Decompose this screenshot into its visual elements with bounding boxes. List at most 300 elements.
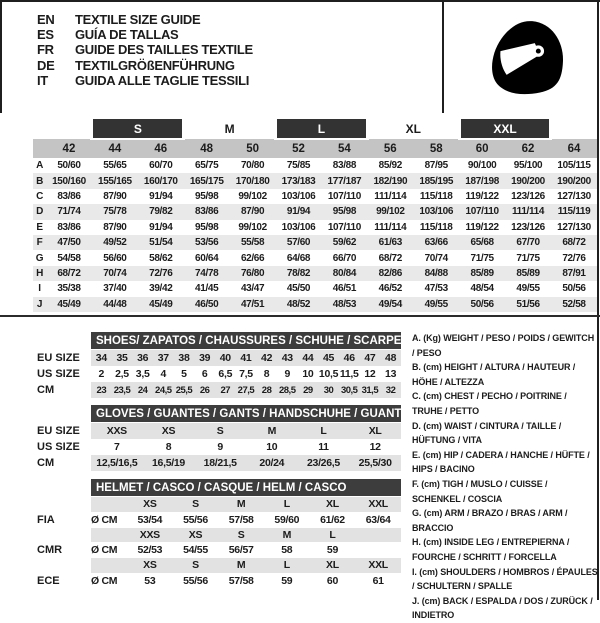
size-value-cell: 72/76 (562, 252, 586, 264)
size-value-cell: 99/102 (238, 190, 267, 202)
helmet-sizes-row (33, 497, 401, 512)
size-value-cell: 182/190 (367, 173, 413, 188)
size-value-cell: 71/75 (516, 252, 540, 264)
shoes-value-cell: 35 (112, 350, 133, 367)
size-value-cell: 91/94 (149, 190, 173, 202)
shoes-row (33, 350, 401, 367)
size-value-cell: 49/55 (516, 283, 540, 295)
legend-item: C. (cm) CHEST / PECHO / POITRINE / TRUHE / PETTO (412, 391, 567, 416)
legend-item: J. (cm) BACK / ESPALDA / DOS / ZURÜCK / INDIETRO (412, 595, 593, 621)
helmet-sizes-row (33, 558, 401, 573)
size-value-cell: 49/54 (367, 297, 413, 312)
shoes-value-cell: 10,5 (318, 368, 339, 380)
helmet-value-cell: 54/55 (183, 544, 208, 556)
size-value-cell: 119/122 (465, 221, 499, 233)
size-value-cell: 53/56 (184, 235, 230, 250)
size-value-cell: 119/122 (465, 190, 499, 202)
shoes-value-cell: 24 (132, 382, 153, 398)
shoes-value-cell: 2,5 (115, 368, 129, 380)
shoes-value-cell: 27,5 (236, 382, 257, 398)
measurement-row (33, 204, 597, 219)
size-value-cell: 68/72 (378, 252, 402, 264)
size-number-cell: 64 (551, 139, 597, 158)
size-value-cell: 155/165 (92, 173, 138, 188)
size-value-cell: 91/94 (276, 204, 322, 219)
size-value-cell: 35/38 (57, 283, 81, 295)
legend-item: F. (cm) TIGH / MUSLO / CUISSE / SCHENKEL / COSCIA (412, 478, 548, 504)
helmet-size-cell: M (218, 558, 264, 573)
size-value-cell: 68/72 (551, 235, 597, 250)
shoes-value-cell: 43 (277, 350, 298, 367)
helmet-value-cell: 61 (372, 574, 384, 587)
size-value-cell: 127/130 (557, 221, 591, 233)
language-row (37, 58, 253, 73)
size-value-cell: 70/80 (240, 160, 265, 172)
size-number-cell: 48 (184, 139, 230, 158)
size-group-l: L (276, 119, 368, 139)
size-value-cell: 78/82 (276, 266, 322, 281)
language-code: IT (37, 72, 48, 88)
gloves-title: GLOVES / GUANTES / GANTS / HANDSCHUHE / GUANTI (91, 405, 401, 423)
header-cell-divider-line (442, 0, 444, 113)
helmet-size-cell: M (264, 528, 310, 543)
helmet-size-cell: L (264, 558, 310, 573)
shoes-value-cell: 4 (160, 368, 167, 380)
row-letter: I (38, 283, 41, 295)
gloves-value-cell: 25,5/30 (349, 455, 401, 471)
helmet-size-cell: M (218, 497, 264, 512)
size-group-spacer (33, 119, 92, 139)
helmet-value-cell: 59 (281, 574, 293, 587)
helmet-size-cell: XL (310, 558, 356, 573)
helmet-unit-label: Ø CM (91, 544, 118, 556)
shoes-value-cell: 9 (284, 368, 290, 380)
helmet-value-cell: 56/57 (228, 544, 254, 556)
measurement-row (33, 250, 597, 265)
size-value-cell: 187/198 (459, 173, 505, 188)
size-value-cell: 87/90 (103, 221, 127, 233)
top-border-line (0, 0, 600, 2)
row-letter: F (33, 235, 46, 250)
size-value-cell: 68/72 (46, 266, 92, 281)
size-value-cell: 79/82 (138, 204, 184, 219)
size-group-m: M (184, 119, 276, 139)
size-value-cell: 115/118 (419, 221, 453, 233)
shoes-value-cell: 3,5 (135, 368, 150, 380)
size-value-cell: 48/54 (470, 283, 494, 295)
shoes-value-cell: 36 (132, 350, 153, 367)
size-number-corner (33, 139, 46, 158)
shoes-value-cell: 6,5 (218, 368, 233, 380)
gloves-value-cell: 20/24 (246, 455, 298, 471)
shoes-row-label: CM (37, 384, 55, 396)
gloves-row (33, 439, 401, 455)
helmet-standard-label: FIA (37, 513, 55, 526)
size-value-cell: 48/53 (321, 297, 367, 312)
shoes-value-cell: 8 (263, 368, 270, 380)
helmet-standard-row (33, 512, 401, 528)
size-value-cell: 185/195 (413, 173, 459, 188)
helmet-standard-row (33, 542, 401, 558)
helmet-size-cell: L (264, 497, 310, 512)
size-value-cell: 99/102 (367, 204, 413, 219)
size-group-s: S (92, 119, 184, 139)
gloves-row (33, 423, 401, 440)
shoes-value-cell: 32 (380, 382, 401, 398)
legend-item: H. (cm) INSIDE LEG / ENTREPIERNA / FOURCHE / SCHRITT / FORCELLA (412, 537, 570, 562)
section-divider-line (0, 315, 600, 317)
size-value-cell: 165/175 (184, 173, 230, 188)
helmet-standard-row (33, 573, 401, 589)
size-value-cell: 84/88 (413, 266, 459, 281)
helmet-value-cell: 61/62 (320, 513, 345, 526)
shoes-title-spacer (33, 332, 91, 350)
gloves-value-cell: 9 (217, 441, 223, 453)
helmet-sizes-row (33, 528, 401, 543)
size-value-cell: 46/51 (332, 283, 357, 295)
language-row (37, 42, 253, 57)
helmet-value-cell: 55/56 (183, 513, 208, 526)
size-value-cell: 177/187 (321, 173, 367, 188)
size-value-cell: 123/126 (511, 221, 545, 233)
row-letter: H (33, 266, 46, 281)
helmet-icon (482, 12, 570, 106)
helmet-value-cell: 52/53 (137, 544, 163, 556)
size-value-cell: 44/48 (92, 297, 138, 312)
size-value-cell: 107/110 (459, 204, 505, 219)
helmet-size-cell (355, 528, 401, 543)
shoes-value-cell: 25,5 (174, 382, 195, 398)
gloves-value-cell: 11 (318, 441, 329, 453)
row-letter: G (35, 252, 44, 264)
size-value-cell: 80/84 (321, 266, 367, 281)
size-value-cell: 45/49 (46, 297, 92, 312)
shoes-value-cell: 13 (385, 368, 397, 380)
size-group-xxl: XXL (459, 119, 551, 139)
size-value-cell: 115/119 (551, 204, 597, 219)
gloves-value-cell: 18/21,5 (194, 455, 246, 471)
size-number-cell: 42 (46, 139, 92, 158)
gloves-row-label: CM (37, 457, 55, 469)
language-title: TEXTILGRÖßENFÜHRUNG (75, 57, 235, 73)
shoes-value-cell: 5 (181, 368, 187, 380)
size-value-cell: 60/64 (195, 252, 219, 264)
size-value-cell: 56/60 (103, 252, 127, 264)
size-value-cell: 87/91 (551, 266, 597, 281)
gloves-value-cell: L (298, 423, 350, 440)
size-value-cell: 65/75 (195, 160, 219, 172)
row-letter: B (33, 173, 46, 188)
helmet-size-cell: L (310, 528, 356, 543)
size-value-cell: 48/52 (276, 297, 322, 312)
size-value-cell: 51/56 (505, 297, 551, 312)
gloves-value-cell: XL (349, 423, 401, 440)
legend-item: B. (cm) HEIGHT / ALTURA / HAUTEUR / HÖHE / ALTEZZA (412, 362, 576, 387)
size-value-cell: 50/60 (57, 160, 81, 172)
size-value-cell: 91/94 (149, 221, 173, 233)
helmet-title-spacer (33, 479, 91, 497)
size-value-cell: 115/118 (419, 190, 453, 202)
shoes-value-cell: 12 (364, 368, 376, 380)
measurement-row (33, 266, 597, 281)
shoes-value-cell: 34 (91, 350, 112, 367)
measurement-row (33, 297, 597, 312)
size-value-cell: 55/65 (103, 160, 127, 172)
shoes-size-table (33, 332, 401, 398)
helmet-value-cell: 55/56 (183, 574, 208, 587)
measurement-legend (412, 331, 598, 623)
helmet-value-cell (355, 542, 401, 558)
size-value-cell: 85/89 (459, 266, 505, 281)
size-value-cell: 111/114 (505, 204, 551, 219)
size-value-cell: 51/54 (138, 235, 184, 250)
size-value-cell: 37/40 (103, 283, 127, 295)
helmet-size-cell: S (218, 528, 264, 543)
size-value-cell: 41/45 (195, 283, 219, 295)
size-value-cell: 39/42 (149, 283, 173, 295)
size-value-cell: 58/62 (149, 252, 173, 264)
helmet-size-cell: XS (173, 528, 219, 543)
size-value-cell: 50/56 (562, 283, 586, 295)
size-value-cell: 49/52 (92, 235, 138, 250)
size-value-cell: 105/115 (557, 160, 591, 172)
shoes-row-label: US SIZE (37, 368, 80, 380)
helmet-size-cell: XL (310, 497, 356, 512)
helmet-sizes-spacer (33, 528, 91, 543)
gloves-size-table (33, 405, 405, 471)
shoes-row (33, 366, 401, 382)
size-value-cell: 61/63 (367, 235, 413, 250)
size-value-cell: 103/106 (413, 204, 459, 219)
size-value-cell: 46/52 (378, 283, 402, 295)
size-number-cell: 44 (92, 139, 138, 158)
size-value-cell: 70/74 (424, 252, 448, 264)
helmet-size-cell: S (173, 558, 219, 573)
helmet-value-cell: 60 (326, 574, 338, 587)
size-value-cell: 50/56 (459, 297, 505, 312)
size-number-cell: 56 (367, 139, 413, 158)
legend-item: I. (cm) SHOULDERS / HOMBROS / ÉPAULES / SCHULTERN / SPALLE (412, 566, 598, 592)
size-value-cell: 74/78 (184, 266, 230, 281)
size-value-cell: 66/70 (332, 252, 357, 264)
shoes-value-cell: 30,5 (339, 382, 360, 398)
size-value-cell: 47/51 (230, 297, 276, 312)
size-value-cell: 47/53 (424, 283, 448, 295)
shoes-value-cell: 46 (339, 350, 360, 367)
shoes-value-cell: 29 (298, 382, 319, 398)
size-value-cell: 83/86 (57, 221, 81, 233)
measurement-row (33, 235, 597, 250)
size-value-cell: 83/86 (184, 204, 230, 219)
size-value-cell: 170/180 (230, 173, 276, 188)
language-title: GUIDE DES TAILLES TEXTILE (75, 42, 253, 58)
helmet-size-table (33, 479, 401, 589)
shoes-value-cell: 6 (201, 368, 208, 380)
shoes-value-cell: 11,5 (339, 368, 359, 380)
shoes-value-cell: 41 (236, 350, 257, 367)
gloves-value-cell: S (194, 423, 246, 440)
size-value-cell: 90/100 (467, 160, 497, 172)
gloves-value-cell: 10 (266, 441, 278, 453)
size-number-cell: 50 (230, 139, 276, 158)
size-value-cell: 99/102 (238, 221, 267, 233)
shoes-value-cell: 39 (194, 350, 215, 367)
gloves-title-row (33, 405, 401, 423)
legend-item: G. (cm) ARM / BRAZO / BRAS / ARM / BRACCIO (412, 508, 568, 533)
gloves-value-cell: 7 (114, 441, 120, 453)
size-value-cell: 72/76 (138, 266, 184, 281)
language-title-list (37, 12, 253, 88)
size-group-spacer (551, 119, 597, 139)
helmet-sizes-unit-spacer (91, 497, 127, 512)
shoes-title: SHOES/ ZAPATOS / CHAUSSURES / SCHUHE / SCARPE (91, 332, 401, 350)
size-value-cell: 127/130 (557, 190, 591, 202)
size-value-cell: 95/98 (195, 221, 219, 233)
size-value-cell: 67/70 (505, 235, 551, 250)
helmet-sizes-spacer (33, 497, 91, 512)
language-code: FR (37, 42, 54, 58)
shoes-value-cell: 23 (91, 382, 112, 398)
size-value-cell: 75/78 (92, 204, 138, 219)
gloves-value-cell: M (246, 423, 298, 440)
shoes-row (33, 382, 401, 398)
size-value-cell: 57/60 (276, 235, 322, 250)
row-letter: A (36, 160, 43, 172)
helmet-sizes-unit-spacer (91, 528, 127, 543)
shoes-value-cell: 24,5 (153, 382, 174, 398)
shoes-value-cell: 38 (174, 350, 195, 367)
shoes-value-cell: 2 (98, 368, 105, 380)
helmet-unit-label: Ø CM (91, 574, 118, 587)
shoes-value-cell: 37 (153, 350, 174, 367)
gloves-value-cell: 16,5/19 (143, 455, 195, 471)
shoes-value-cell: 27 (215, 382, 236, 398)
size-value-cell: 59/62 (321, 235, 367, 250)
shoes-value-cell: 47 (360, 350, 381, 367)
size-value-cell: 85/92 (378, 160, 402, 172)
size-value-cell: 52/58 (551, 297, 597, 312)
helmet-value-cell: 59 (326, 544, 338, 556)
size-value-cell: 54/58 (57, 252, 81, 264)
helmet-size-cell: S (173, 497, 219, 512)
size-value-cell: 70/74 (92, 266, 138, 281)
size-value-cell: 87/95 (424, 160, 448, 172)
size-value-cell: 123/126 (511, 190, 545, 202)
language-code: DE (37, 57, 55, 73)
measurement-row (33, 173, 597, 188)
size-value-cell: 65/68 (459, 235, 505, 250)
helmet-value-cell: 59/60 (274, 513, 300, 526)
size-value-cell: 76/80 (230, 266, 276, 281)
size-value-cell: 85/89 (505, 266, 551, 281)
helmet-size-cell: XXL (355, 497, 401, 512)
helmet-sizes-spacer (33, 558, 91, 573)
size-value-cell: 190/200 (551, 173, 597, 188)
helmet-value-cell: 53 (144, 574, 156, 587)
size-number-row (33, 139, 597, 158)
size-number-cell: 52 (276, 139, 322, 158)
helmet-size-cell: XXS (127, 528, 173, 543)
legend-item: E. (cm) HIP / CADERA / HANCHE / HÜFTE / HIPS / BACINO (412, 449, 590, 475)
size-value-cell: 103/106 (281, 221, 316, 233)
size-value-cell: 83/88 (332, 160, 357, 172)
gloves-value-cell: 12,5/16,5 (91, 455, 143, 471)
helmet-standard-label: ECE (37, 574, 60, 587)
shoes-value-cell: 26 (194, 382, 215, 398)
size-group-xl: XL (367, 119, 459, 139)
size-value-cell: 45/49 (138, 297, 184, 312)
helmet-value-cell: 63/64 (365, 513, 391, 526)
size-value-cell: 46/50 (184, 297, 230, 312)
gloves-value-cell: 8 (165, 441, 172, 453)
measurement-row (33, 220, 597, 235)
shoes-value-cell: 7,5 (239, 368, 253, 380)
size-value-cell: 45/50 (286, 283, 311, 295)
size-value-cell: 82/86 (367, 266, 413, 281)
helmet-size-cell: XS (127, 497, 173, 512)
shoes-value-cell: 30 (318, 382, 339, 398)
gloves-row-label: US SIZE (37, 441, 80, 453)
shoes-row-label: EU SIZE (37, 351, 80, 364)
gloves-title-spacer (33, 405, 91, 423)
size-value-cell: 87/90 (230, 204, 276, 219)
helmet-title-row (33, 479, 401, 497)
size-value-cell: 71/74 (46, 204, 92, 219)
measurement-row (33, 158, 597, 173)
shoes-value-cell: 28 (256, 382, 277, 398)
helmet-standard-label: CMR (37, 544, 63, 556)
size-group-row (33, 119, 597, 139)
measurement-row (33, 189, 597, 204)
legend-item: A. (Kg) WEIGHT / PESO / POIDS / GEWITCH / PESO (412, 333, 595, 358)
shoes-title-row (33, 332, 401, 350)
left-border-line (0, 0, 2, 113)
gloves-value-cell: 12 (369, 441, 381, 453)
size-value-cell: 150/160 (46, 173, 92, 188)
shoes-value-cell: 42 (256, 350, 277, 367)
gloves-value-cell: 23/26,5 (298, 455, 350, 471)
size-number-cell: 62 (505, 139, 551, 158)
size-value-cell: 95/98 (321, 204, 367, 219)
helmet-title: HELMET / CASCO / CASQUE / HELM / CASCO (91, 479, 401, 497)
shoes-value-cell: 48 (380, 350, 401, 367)
shoes-value-cell: 40 (215, 350, 236, 367)
size-value-cell: 71/75 (470, 252, 494, 264)
helmet-sizes-unit-spacer (91, 558, 127, 573)
size-value-cell: 75/85 (286, 160, 311, 172)
size-value-cell: 160/170 (138, 173, 184, 188)
size-value-cell: 60/70 (149, 160, 173, 172)
size-value-cell: 83/86 (57, 190, 81, 202)
size-value-cell: 103/106 (281, 190, 316, 202)
size-value-cell: 107/110 (327, 221, 361, 233)
size-value-cell: 64/68 (286, 252, 311, 264)
size-number-cell: 58 (413, 139, 459, 158)
shoes-value-cell: 44 (298, 350, 319, 367)
language-code: ES (37, 27, 54, 43)
size-value-cell: 111/114 (374, 221, 407, 233)
helmet-size-cell: XXL (355, 558, 401, 573)
textile-size-table (33, 119, 597, 312)
gloves-row (33, 455, 401, 471)
language-row (37, 27, 253, 42)
gloves-row-label: EU SIZE (37, 424, 80, 437)
size-value-cell: 63/66 (413, 235, 459, 250)
size-value-cell: 173/183 (276, 173, 322, 188)
language-title: TEXTILE SIZE GUIDE (75, 12, 201, 27)
helmet-value-cell: 58 (281, 544, 293, 556)
helmet-value-cell: 53/54 (137, 513, 163, 526)
